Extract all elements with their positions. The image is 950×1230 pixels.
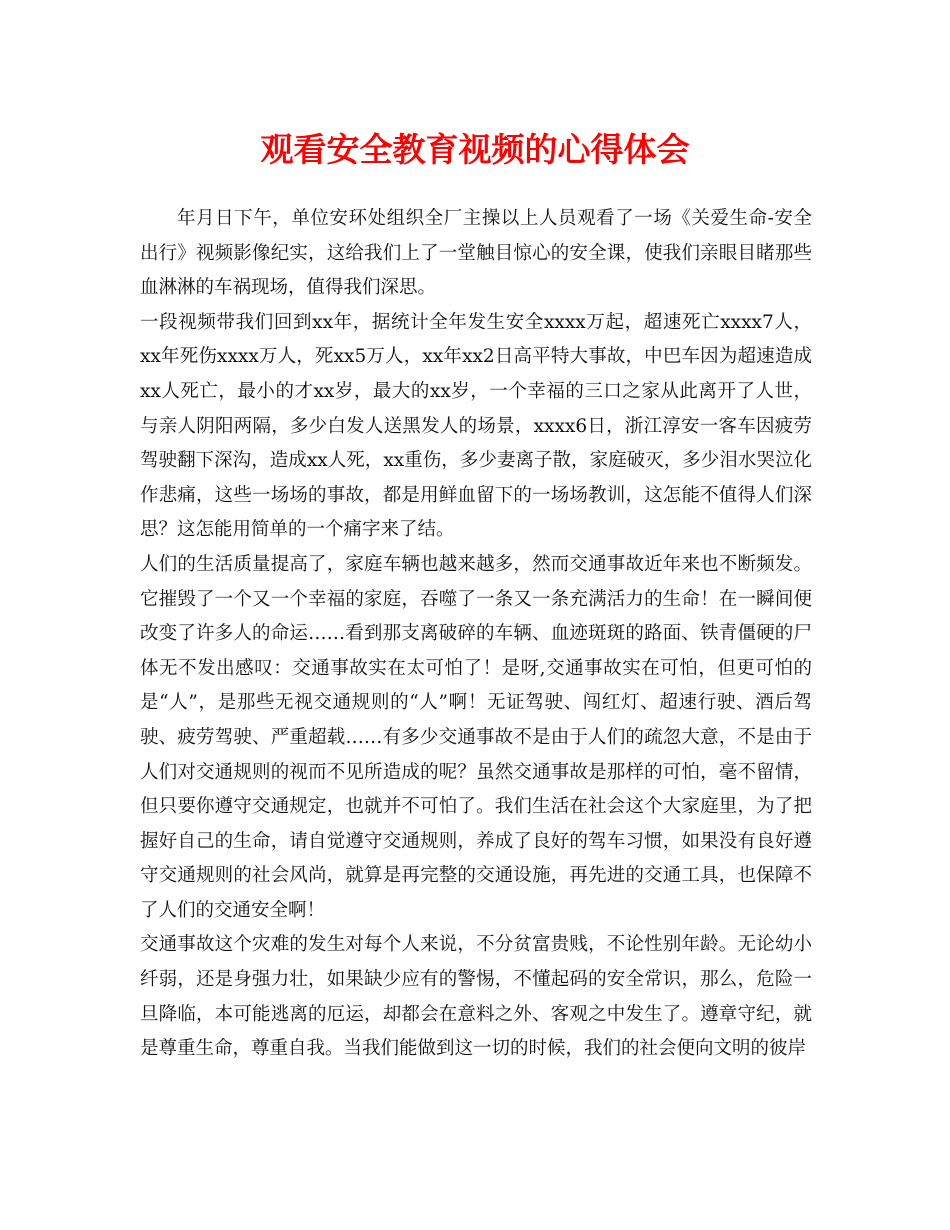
- document-body: [140, 202, 812, 1067]
- paragraph-conclusion: 交通事故这个灾难的发生对每个人来说，不分贫富贵贱，不论性别年龄。无论幼小纤弱，还是身强力壮，如果缺少应有的警惕，不懂起码的安全常识，那么，危险一旦降临，本可能逃离的厄运，却都会在意料之外、客观之中发生了。遵章守纪，就是尊重生命，尊重自我。当我们能做到这一切的时候，我们的社会便向文明的彼岸: [140, 934, 812, 1060]
- paragraph-traffic-reflection: 人们的生活质量提高了，家庭车辆也越来越多，然而交通事故近年来也不断频发。它摧毁了一个又一个幸福的家庭，吞噬了一条又一条充满活力的生命！在一瞬间便改变了许多人的命运……看到那支离破碎的车辆、血迹斑斑的路面、铁青僵硬的尸体无不发出感叹：交通事故实在太可怕了！是呀,交通事故实在可怕，但更可怕的是“人”，是那些无视交通规则的“人”啊！无证驾驶、闯红灯、超速行驶、酒后驾驶、疲劳驾驶、严重超载……有多少交通事故不是由于人们的疏忽大意，不是由于人们对交通规则的视而不见所造成的呢？虽然交通事故是那样的可怕，毫不留情，但只要你遵守交通规定，也就并不可怕了。我们生活在社会这个大家庭里，为了把握好自己的生命，请自觉遵守交通规则，养成了良好的驾车习惯，如果没有良好遵守交通规则的社会风尚，就算是再完整的交通设施，再先进的交通工具，也保障不了人们的交通安全啊！: [140, 553, 812, 921]
- paragraph-statistics: 一段视频带我们回到xx年，据统计全年发生安全xxxx万起，超速死亡xxxx7人，xx年死伤xxxx万人，死xx5万人，xx年xx2日高平特大事故，中巴车因为超速造成xx人死亡，最小的才xx岁，最大的xx岁，一个幸福的三口之家从此离开了人世，与亲人阴阳两隔，多少白发人送黑发人的场景，xxxx6日，浙江淳安一客车因疲劳驾驶翻下深沟，造成xx人死，xx重伤，多少妻离子散，家庭破灭，多少泪水哭泣化作悲痛，这些一场场的事故，都是用鲜血留下的一场场教训，这怎能不值得人们深思？这怎能用简单的一个痛字来了结。: [140, 311, 812, 541]
- paragraph-intro: 年月日下午，单位安环处组织全厂主操以上人员观看了一场《关爱生命-安全出行》视频影像纪实，这给我们上了一堂触目惊心的安全课，使我们亲眼目睹那些血淋淋的车祸现场，值得我们深思。: [140, 208, 812, 299]
- document-title: 观看安全教育视频的心得体会: [260, 130, 690, 169]
